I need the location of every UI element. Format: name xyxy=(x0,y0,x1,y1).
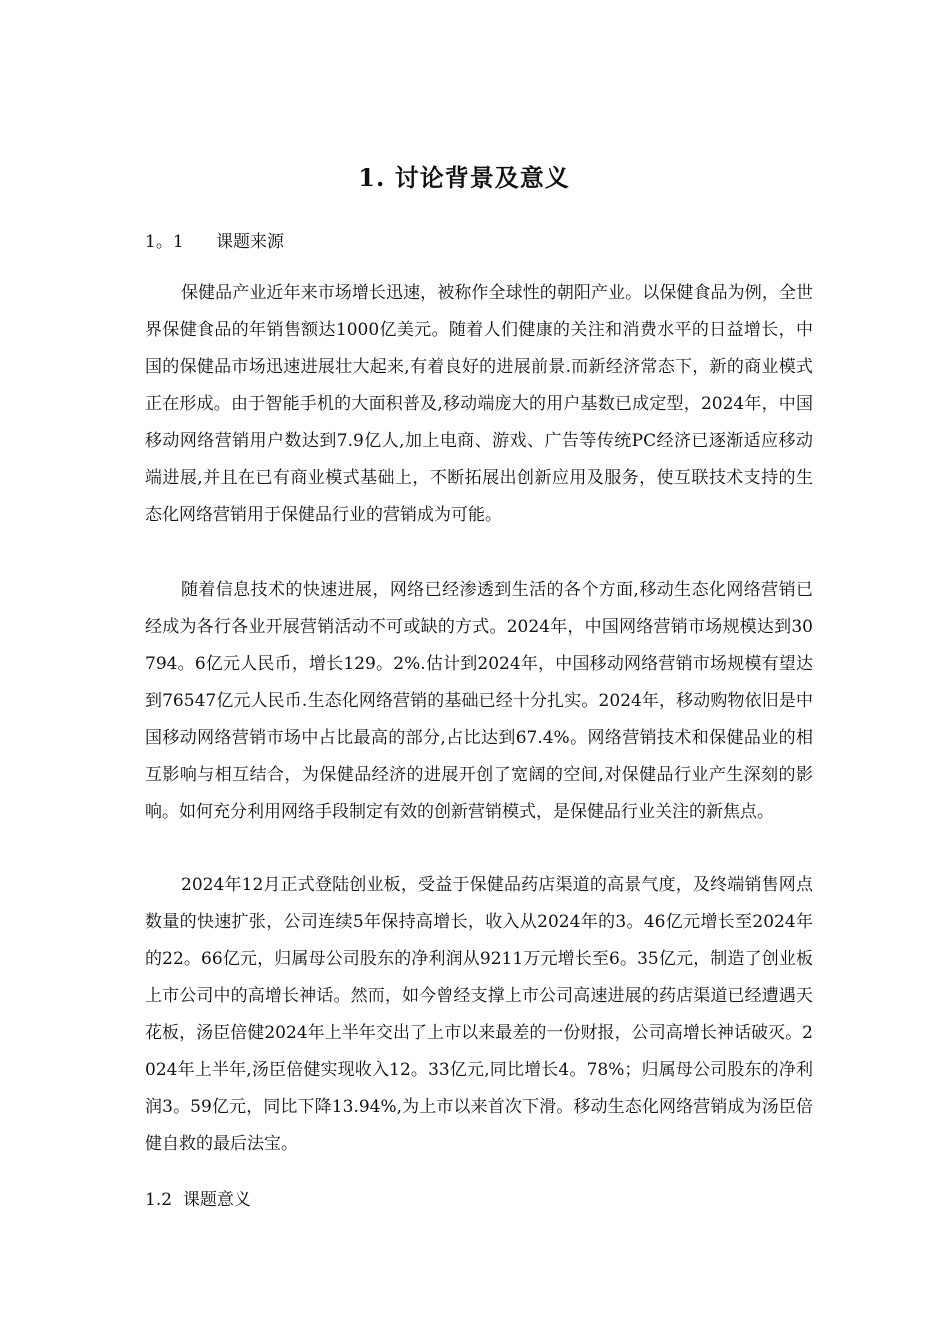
paragraph-2: 随着信息技术的快速进展，网络已经渗透到生活的各个方面,移动生态化网络营销已经成为各行各业开展营销活动不可或缺的方式。2024年，中国网络营销市场规模达到30794。6亿元人民币，增长129。2%.估计到2024年，中国移动网络营销市场规模有望达到76547亿元人民币.生态化网络营销的基础已经十分扎实。2024年，移动购物依旧是中国移动网络营销市场中占比最高的部分,占比达到67.4%。网络营销技术和保健品业的相互影响与相互结合，为保健品经济的进展开创了宽阔的空间,对保健品行业产生深刻的影响。如何充分利用网络手段制定有效的创新营销模式，是保健品行业关注的新焦点。 xyxy=(145,580,813,822)
paragraph-1: 保健品产业近年来市场增长迅速，被称作全球性的朝阳产业。以保健食品为例，全世界保健食品的年销售额达1000亿美元。随着人们健康的关注和消费水平的日益增长，中国的保健品市场迅速进展壮大起来,有着良好的进展前景.而新经济常态下，新的商业模式正在形成。由于智能手机的大面积普及,移动端庞大的用户基数已成定型，2024年，中国移动网络营销用户数达到7.9亿人,加上电商、游戏、广告等传统PC经济已逐渐适应移动端进展,并且在已有商业模式基础上，不断拓展出创新应用及服务，使互联技术支持的生态化网络营销用于保健品行业的营销成为可能。 xyxy=(145,283,813,525)
section-heading-1-2: 1.2 课题意义 xyxy=(145,1190,251,1210)
paragraph-3: 2024年12月正式登陆创业板，受益于保健品药店渠道的高景气度，及终端销售网点数量的快速扩张，公司连续5年保持高增长，收入从2024年的3。46亿元增长至2024年的22。66亿元，归属母公司股东的净利润从9211万元增长至6。35亿元，制造了创业板上市公司中的高增长神话。然而，如今曾经支撑上市公司高速进展的药店渠道已经遭遇天花板，汤臣倍健2024年上半年交出了上市以来最差的一份财报，公司高增长神话破灭。2024年上半年,汤臣倍健实现收入12。33亿元,同比增长4。78%；归属母公司股东的净利润3。59亿元，同比下降13.94%,为上市以来首次下滑。移动生态化网络营销成为汤臣倍健自救的最后法宝。 xyxy=(145,875,813,1154)
section-heading-1-1: 1。1 课题来源 xyxy=(145,232,285,252)
chapter-title: 1. 讨论背景及意义 xyxy=(358,163,570,192)
